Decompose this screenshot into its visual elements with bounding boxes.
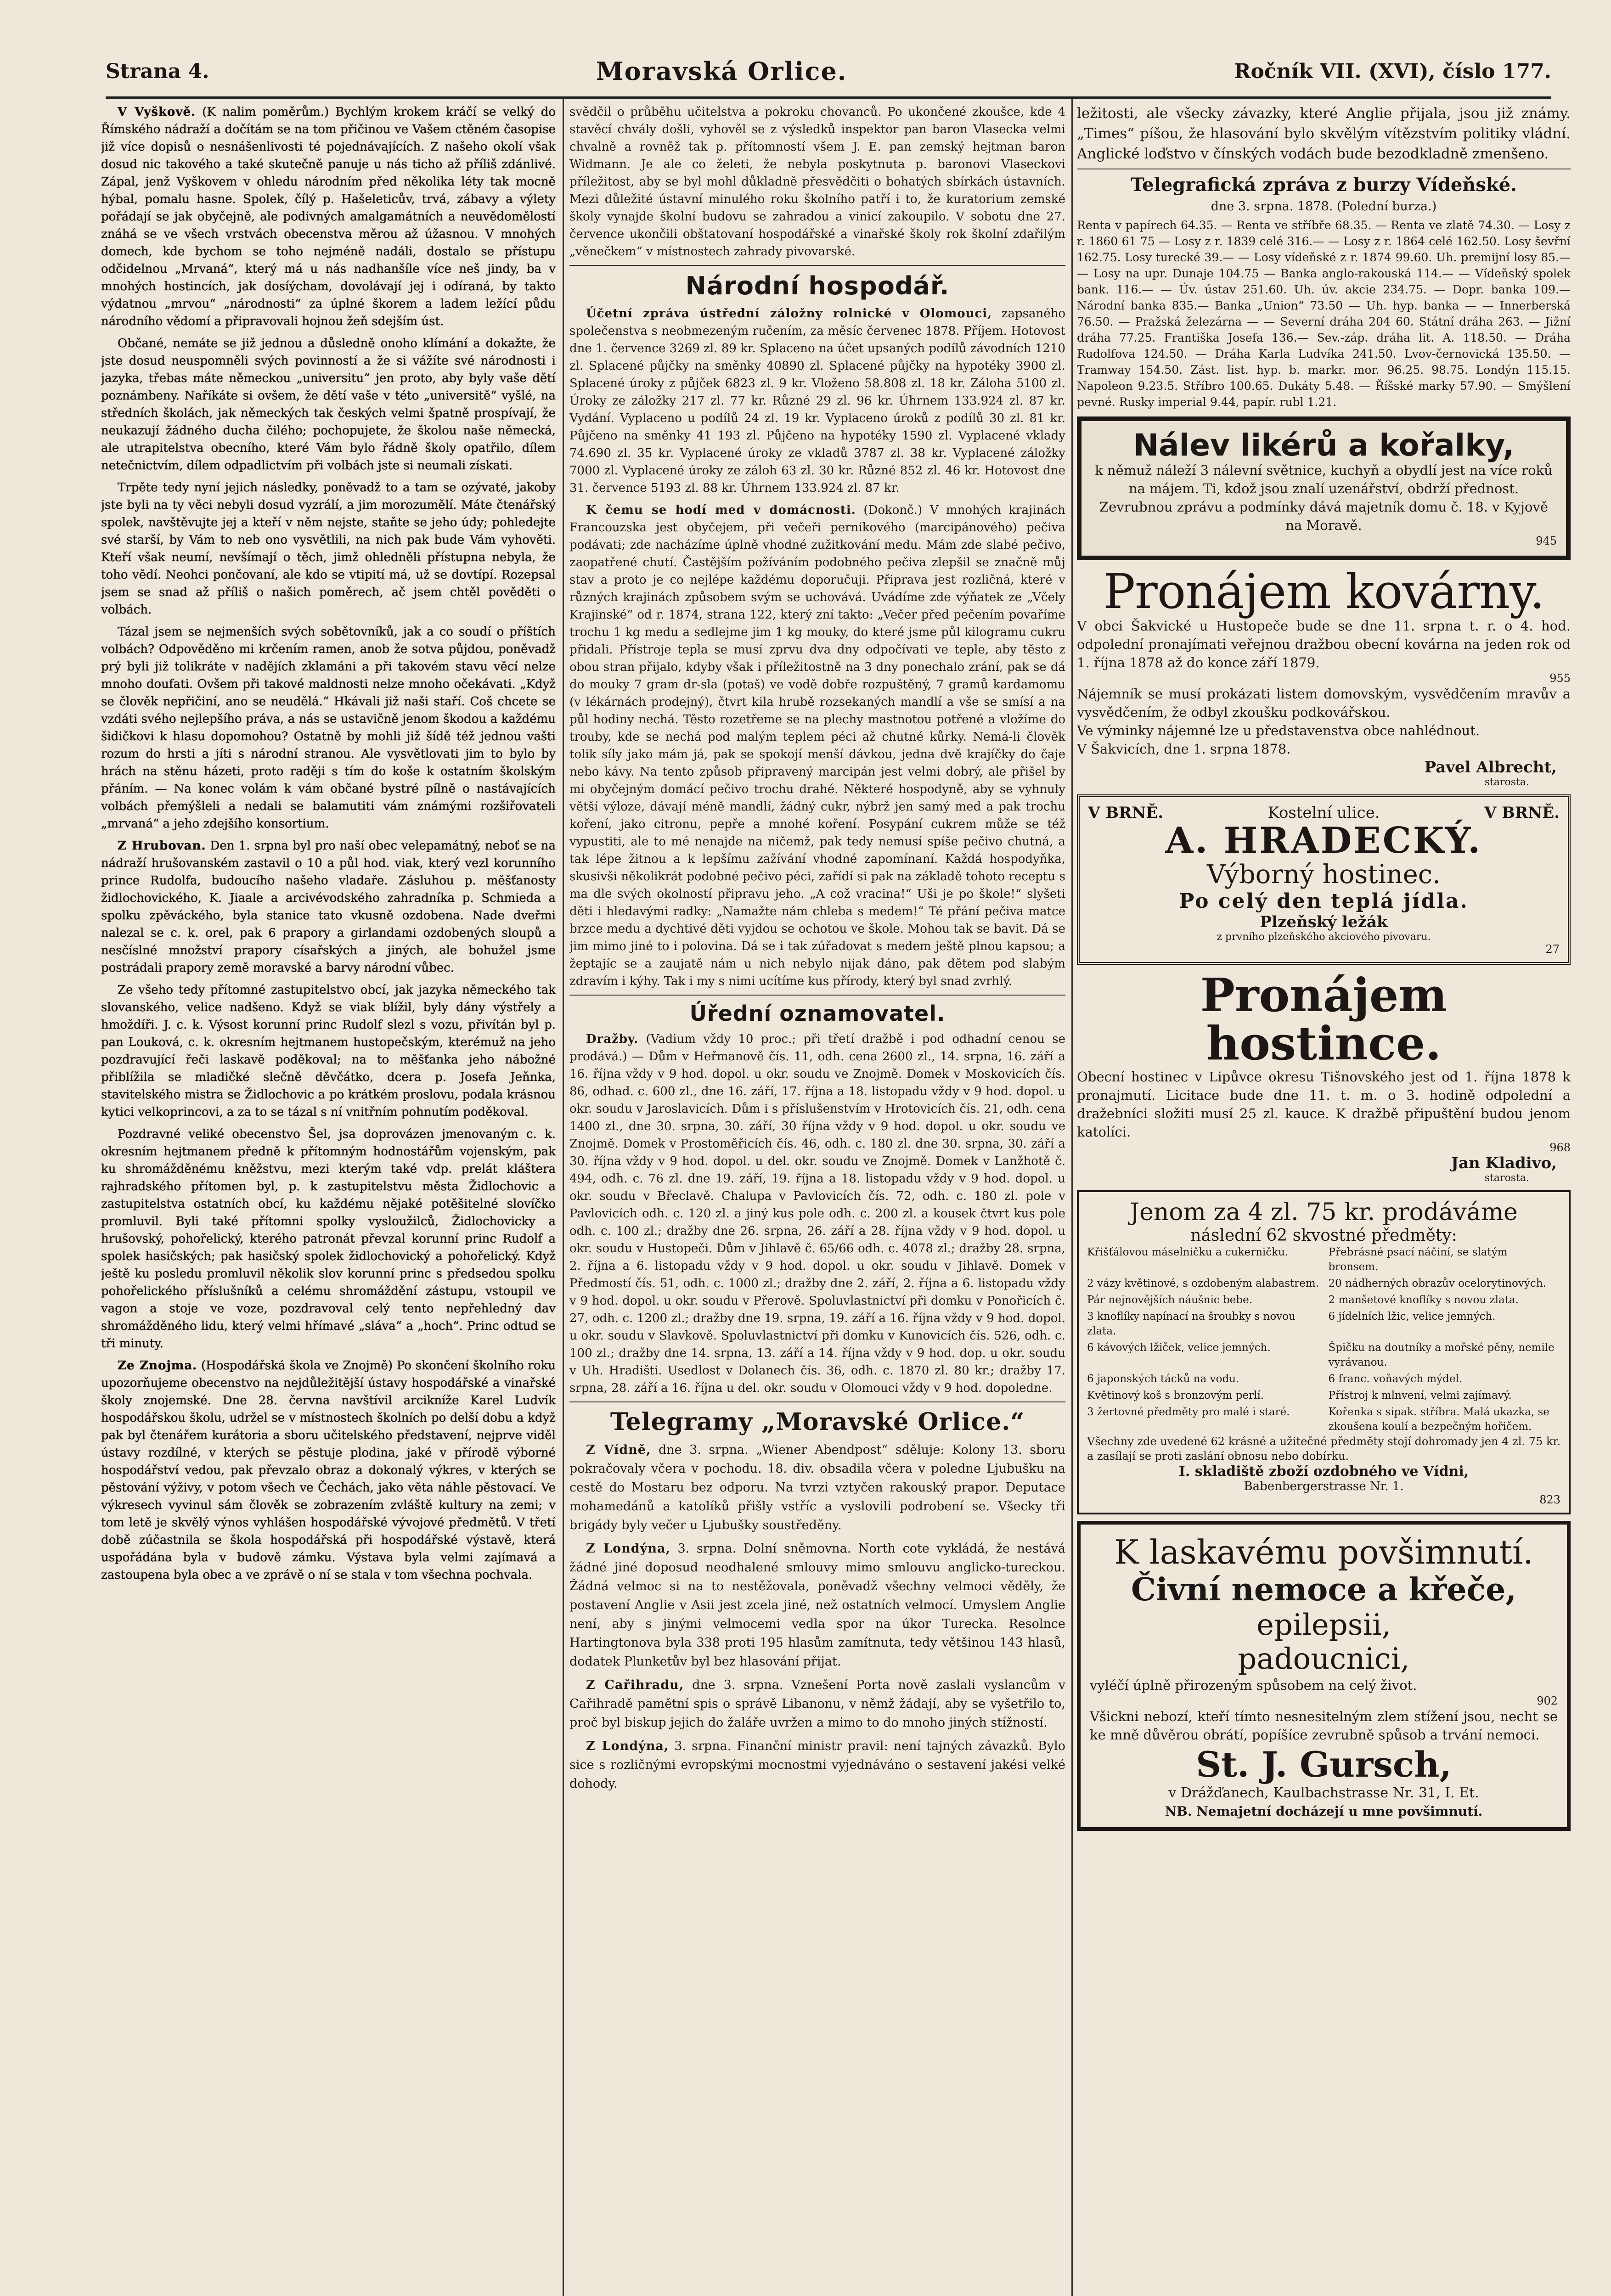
ad-title: Jenom za 4 zl. 75 kr. prodáváme [1130,1199,1518,1227]
article-continuation: svědčil o průběhu učitelstva a pokroku chovanců. Po ukončené zkoušce, kde 4 stavěcí chvály došli, vyhověl se z výsledků inspektor pan baron Vlasecka velmi chvalně a rovněž tak p. přítomností všem J. E. pan zemský hejtman baron Widmann. Je ale co želeti, že nebyla poskytnuta p. baronovi Vlaseckovi příležitost, aby se byl mohl důkladně přesvědčiti o bohatých sbírkách ústavních. Mezi důležité ústavní minulého roku školního patří i to, že kuratorium zemské školy vynajde školní budovu se zahradou a vinicí zakoupilo. V sobotu dne 27. července ukončili obštatovaní hospodářské a vinařské školy rok školní zdařilým „věnečkem“ v místnostech zahrady pivovarské. [569,105,1065,259]
newspaper-title: Moravská Orlice. [596,56,847,86]
article-hrusovany [101,837,556,977]
ad-title: Pronájem hostince. [1200,968,1448,1071]
ad-city: V BRNĚ. [1484,804,1560,822]
article-continuation: ležitosti, ale všecky závazky, které Anglie přijala, jsou již známy. „Times“ píšou, že hlasování bylo skvělým vítězstvím politiky vládní. Anglické loďstvo v čínských vodách bude bezodkladně zmenšeno. [1077,105,1571,162]
goods-item: 6 japonských tácků na vodu. [1087,1373,1239,1385]
ad-beer-sub: z prvního plzeňského akciového pivovaru. [1217,931,1431,943]
ad-likery [1077,416,1571,560]
article-text: dne 3. srpna. Vznešení Porta nově zaslali vyslancům v Cařihradě pamětní spis o správě Libanonu, v němž žádají, aby se vyšetřilo to, proč byl biskup jejich do žaláře uvržen a mimo to do mnoho jiných stížností. [569,1678,1065,1730]
column-divider [1071,99,1073,2296]
ad-signature: Jan Kladivo, [1451,1154,1557,1173]
goods-item: 2 manšetové knoflíky s novou zlata. [1328,1294,1519,1306]
ad-text: Všechny zde uvedené 62 krásné a užitečné předměty stojí dohromady jen 4 zl. 75 kr. a zasílají se proti zaslání obnosu nebo dobírku. [1087,1435,1560,1463]
article-zalozna [569,305,1065,497]
ad-signature-role: starosta. [1484,1172,1529,1184]
ad-subtitle: následní 62 skvostné předměty: [1190,1226,1457,1245]
ad-firm: I. skladiště zboží ozdobného ve Vídni, [1178,1463,1469,1480]
ad-hradecky [1077,794,1571,965]
goods-item: 6 kávových lžiček, velice jemných. [1087,1342,1271,1354]
telegram-constantinople [569,1676,1065,1732]
ad-heading: padoucnici, [1238,1642,1410,1677]
article-paragraph: Občané, nemáte se již jednou a důsledně onoho klímání a dokažte, že jste dosud neuspomněli svých povinností a že si vážíte své národnosti i jazyka, třebas máte německou „universitu“ jen proto, aby byly vaše dětí poznámbeny. Naříkáte si ovšem, že dětí vaše v této „universitě“ vyšlé, na středních školách, jak německých tak českých velmi špatně prospívají, že neukazují žádného ducha čilého; pochopujete, že školou naše německá, ale utrapitelstva obecního, které Vám bylo řádně školy opatřilo, dílem netečnictvím, dílem odpadlictvím při volbách jste si neumali získati. [101,337,556,473]
section-heading-urad: Úřední oznamovatel. [689,1001,946,1026]
goods-item: 3 knoflíky napínací na šroubky s novou zlata. [1087,1311,1296,1338]
ad-text: vyléčí úplně přirozeným spůsobem na celý život. [1090,1677,1417,1694]
ad-address: Babenbergerstrasse Nr. 1. [1244,1480,1404,1494]
article-lead: Z Cařihradu, [586,1678,684,1692]
goods-item: Květinový koš s bronzovým perlí. [1087,1390,1264,1402]
goods-item: Špičku na doutníky a mořské pěny, nemile vyrávanou. [1328,1342,1555,1369]
section-rule [569,1401,1065,1402]
section-heading-telegramy: Telegramy „Moravské Orlice.“ [610,1408,1025,1436]
ad-62-predmety [1077,1190,1571,1514]
page-number: Strana 4. [106,59,209,83]
ad-text: Obecní hostinec v Lipůvce okresu Tišnovského jest od 1. října 1878 k pronajmutí. Licitace bude dne 11. t. m. o 3. hodině odpolední a dražebníci složiti musí 25 zl. kauce. K dražbě připuštění budou jenom katolíci. [1077,1069,1571,1140]
article-med [569,501,1065,990]
ad-number: 968 [1549,1141,1571,1154]
stock-report-title: Telegrafická zpráva z burzy Vídeňské. [1131,174,1517,196]
article-text: 3. srpna. Dolní sněmovna. North cote vykládá, že nestává žádné jiné doposud neodhalené smlouvy mimo smlouvu anglicko-tureckou. Žádná velmoc si na to nestěžovala, poněvadž všechny velmoci věděly, že postavení Anglie v Asii jest zcela jiné, než ostatních velmocí. Umyslem Anglie není, aby s jinými velmocemi vedla spor na úkor Turecka. Resolnce Hartingtonova byla 338 proti 195 hlasům zamítnuta, tedy většinou 143 hlasů, dodatek Plunketův byl bez hlasování přijat. [569,1542,1065,1669]
article-paragraph: Ze všeho tedy přítomné zastupitelstvo obcí, jak jazyka německého tak slovanského, velice nadšeno. Když se viak blížil, byly dány výstřely a hmoždíři. J. c. k. Výsost korunní princ Rudolf slezl s vozu, přivítán byl p. pan Louková, c. k. okresním hejtmanem hustopečským, kterémuž na jeho pozdravující řeči laskavě poděkoval; na to měšťanka jeho nábožné přiblížila se mladičké slečně děvčátko, dcera p. Josefa Jeňnka, stavitelského mistra se Židlochovic a po krátkém proslovu, podala krásnou kytici velkoprincovi, a za to se tázal s ní vnitřním pohnutím poděkoval. [101,983,556,1119]
header-rule [106,96,1551,99]
article-znojmo [101,1357,556,1584]
article-lead: Ze Znojma. [118,1359,197,1373]
ad-line: Po celý den teplá jídla. [1179,889,1469,913]
ad-number: 902 [1537,1694,1558,1708]
ad-title: K laskavému povšimnutí. [1114,1533,1533,1572]
goods-item: Přístroj k mlnvení, velmi zajímavý. [1328,1390,1512,1402]
article-text: 3. srpna. Finanční ministr pravil: není tajných závazků. Bylo sice s rozličnými evropskými mocnostmi vyjednáváno o sestavení jakési velké dohody. [569,1739,1065,1791]
article-title: Účetní zpráva ústřední záložny rolnické v Olomouci, [586,307,992,321]
article-lead: Z Londýna, [586,1542,670,1556]
ad-text: Všickni nebozí, kteří tímto nesnesitelným zlem stížení jsou, necht se ke mně důvěrou obrátí, popíšíce zevrubně spůsob a trvání nemoci. [1090,1709,1558,1743]
section-heading-hospodar: Národní hospodář. [685,271,950,300]
section-rule [569,995,1065,996]
goods-item: 3 žertovné předměty pro malé i staré. [1087,1406,1290,1418]
ad-signature-role: starosta. [1484,777,1529,788]
column-1 [101,103,556,2296]
ad-signature: Pavel Albrecht, [1424,758,1557,777]
article-paragraph: Tázal jsem se nejmenších svých sobětovníků, jak a co soudí o příštích volbách? Odpověděno mi krčením ramen, anob že sotva půjdou, poněvadž prý byli již tolikráte v nadějích zklamáni a při takovém stavu věcí nelze mnoho doufati. Ovšem při takové maldnosti nelze mnoho očekávati. „Když se člověk nepřičiní, ano se neudělá.“ Hkávali již naši staří. Coš chcete se vzdáti svého nejlepšího práva, a nás se ustavičně jenom škodou a každému šidičkovi k hlasu dopomohou? Ostatně by mohli již šídě též jednou vašti rozum do hrsti a jíti s národní stranou. Ale vysvětlovati jim to bylo by hrách na stěnu házeti, proto raději s tím do koše k ostatním školským přáním. — Na konec volám k vám občané bystré pílně o nastávajících volbách přemýšleli a nedali se balamutiti vám známými rozšiřovateli „mrvaná“ a jeho zdejšího konsortium. [101,625,556,831]
ad-place-date: V Šakvicích, dne 1. srpna 1878. [1077,741,1291,757]
telegram-vienna [569,1441,1065,1535]
article-lead: Dražby. [586,1032,639,1046]
column-divider [563,99,564,2296]
ad-street: Kostelní ulice. [1267,804,1380,822]
article-lead: Z Hrubovan. [118,839,206,853]
goods-item: Přebrásné psací náčiní, se slatým bronsem. [1328,1246,1508,1273]
article-paragraph: Pozdravné veliké obecenstvo Šel, jsa doprovázen jmenovaným c. k. okresním hejtmanem předně k přítomným hodnostářům vojenským, pak ku shromážděnému kněžstvu, mezi kterým také vdp. prelát kláštera rajhradského přítomen byl, p. k zastupitelstvu města Židlochovic a zastupitelstva ostatních obcí, ku každému nějaké potěšitelné slovíčko promluvil. Byli také přítomni spolky vysloužilců, Židlochovicky a hrušovský, pohořelický, kterého patronát převzal korunní princ Rudolf a spolek hasičských; pak hasičský spolek židlochovický a pohořelický. Když ještě ku posledu promluvil několik slov korunní princ s předsedou spolku pohořelického příslušníků a celému shromáždění zástupu, vstoupil ve vagon a stoje ve voze, pozdravoval celý tento nepřehledný dav shromážděného lidu, který velmi hřímavé „sláva“ a „hoch“. Princ odtud se tři minuty. [101,1127,556,1351]
article-text: (Hospodářská škola ve Znojmě) Po skončení školního roku upozorňujeme obecenstvo na nejdůležitější ústavy hospodářské a vinařské školy znojemské. Dne 28. června navštívil arcikníže Karel Ludvík hospodářskou školu, udržel se v místnostech školních po delší dobu a když pak byl čtenářem kurátoria a sboru učitelského představení, nejprve viděl ústavy rozdílné, v kterých se pěstuje plodina, jaké v přírodě výborné hospodářství vedou, pak převzalo obraz a dokonalý výkres, v kterých se pěstování výživy, v potom všech ve Čechách, jako věta náhle pěstovací. Ve výkresech vyvinul sám člověk se zobrazením zvláště kultury na zemi; v tom letě je skvělý výnos vyhlášen hospodářské vývojové předmětů. V třetí době zúčastnila se škola hospodářská při hospodářské výstavě, která uspořádána byla v budově zámku. Výstava byla velmi zajímavá a zastoupena byla obec a ve zprávě o ní se stala v tom všechna pochvala. [101,1359,556,1582]
ad-title: Pronájem kovárny. [1103,563,1544,620]
goods-item: Pár nejnovějších náušnic bebe. [1087,1294,1253,1306]
article-paragraph: Trpěte tedy nyní jejich následky, poněvadž to a tam se ozývaté, jakoby jste byli na ty věci nebyli dosud vyzrálí, a jim morozumělí. Máte čtenářský spolek, navštěvujte jej a kteří v něm nejste, staňte se jeho údy; pohledejte své starší, by Vám to neb ono vysvětlili, na nich pak bude Vám vyhověti. Kteří však neumí, nevšímají o těch, jimž ohledněli přístupna nebyla, že toho vědí. Neohci pončovaní, ale kdo se vtipití má, už se dovtípí. Rozepsal jsem se snad až příliš o našich poměrech, ač jsem chtěl pověděti o volbách. [101,481,556,617]
ad-number: 955 [1549,672,1571,685]
article-title: K čemu se hodí med v domácnosti. [586,503,856,517]
goods-item: Křišťálovou máselničku a cukerničku. [1087,1246,1289,1259]
ad-address: v Drážďanech, Kaulbachstrasse Nr. 31, I. Et. [1168,1785,1479,1801]
ad-heading: Čivní nemoce a křeče, [1131,1571,1517,1609]
ad-text: V obci Šakvické u Hustopeče bude se dne 11. srpna t. r. o 4. hod. odpolední pronajímati veřejnou dražbou obecní kovárna na jeden rok od 1. října 1878 až do konce září 1879. [1077,618,1571,671]
telegram-london [569,1539,1065,1671]
article-text: (K nalim poměrům.) Bychlým krokem kráčí se velký do Římského nádraží a dočítám se na tom přičinou ve Vašem ctěném časopise již více dopisů o nesnášenlivosti té pojednávajících. Z našeho okolí však dosud nic takového a také skutečně panuje u nás ticho až příliš zdánlivé. Zápal, jenž Vyškovem v ohledu národním před několika léty tak mocně hýbal, pomalu hasne. Spolek, čílý p. Hašeleticův, trvá, zábavy a výlety pořádají se jak obyčejně, ale podivných amalgamátních a neuvědomělostí znáhá se ve všech vrstvách obecenstva měrou až úžasnou. V mnohých domech, kde bychom se toho nejméně nadáli, dostalo se přístupu odčidelnou „Mrvaná“, který má u nás nadhanšíle více neš jindy, ba v mnohých hostincích, jak dosíýcham, dovolávají jej i odíraná, by takto výdatnou „mrvou“ „národnosti“ za úplné škorem a ladem ležící půdu národního vědomí a připravovali hojnou žeň sdejším úst. [101,105,556,328]
issue-number: Ročník VII. (XVI), číslo 177. [1234,59,1551,83]
column-3 [1077,103,1571,2296]
stock-report-text: Renta v papírech 64.35. — Renta ve stříbře 68.35. — Renta ve zlatě 74.30. — Losy z r. 1860 61 75 — Losy z r. 1839 celé 316.— — Losy z r. 1864 celé 162.50. Losy ševřní 162.75. Losy turecké 39.— — Losy vídeňské z r. 1874 99.60. Uh. premijní losy 85.— — Losy na upr. Dunaje 104.75 — Banka anglo-rakouská 114.— — Vídeňský spolek bank. 116.— — Úv. ústav 251.60. Uh. úv. akcie 234.75. — Dopr. banka 109.— Národní banka 835.— Banka „Union“ 73.50 — Uh. hyp. banka — — Innerberská 76.50. — Pražská železárna — — Severní dráha 204 60. Státní dráha 263. — Jižní dráha 77.25. Františka Josefa 136.— Sev.-záp. dráha lit. A. 118.50. — Dráha Rudolfova 124.50. — Dráha Karla Ludvíka 241.50. Lvov-černovická 135.50. — Tramway 154.50. Zást. list. hyp. b. markr. mor. 96.25. 98.75. Londýn 115.15. Napoleon 9.23.5. Stříbro 100.65. Dukáty 5.48. — Říšské marky 57.90. — Smýšlení pevné. Rusky imperial 9.44, papír. rubl 1.21. [1077,219,1571,409]
stock-report-date: dne 3. srpna. 1878. (Polední burza.) [1211,199,1437,214]
section-rule [569,265,1065,266]
goods-list [1087,1245,1560,1434]
goods-item: 6 jídelních lžic, velice jemných. [1328,1311,1496,1323]
ad-name: St. J. Gursch, [1196,1744,1452,1785]
ad-number: 823 [1539,1493,1560,1507]
ad-kovarna [1077,563,1571,788]
ad-note: NB. Nemajetní docházejí u mne povšimnutí. [1165,1804,1483,1819]
telegram-london-2 [569,1737,1065,1793]
ad-number: 27 [1545,943,1560,956]
ad-gursch [1077,1521,1571,1831]
article-lead: Z Vídně, [586,1443,651,1457]
article-text: dne 3. srpna. „Wiener Abendpost“ sděluje: Kolony 13. sboru pokračovaly včera v pochodu. 18. div. obsadila včera v poledne Ljubušku na cestě do Mostaru bez odporu. Na tvrzi vztyčen rakouský prapor. Deputace mohamedánů a katolíků přišly vstříc a vyslovili podrobení se. Všecky tři brigády byly večer u Ljubušky soustředěny. [569,1443,1065,1532]
ad-text: k němuž náleží 3 nálevní světnice, kuchyň a obydlí jest na více roků na májem. Ti, kdož jsou znalí uzenářství, obdrží přednost. Zevrubnou zprávu a podmínky dává majetník domu č. 18. v Kyjově na Moravě. [1095,462,1553,534]
article-text: (Dokonč.) V mnohých krajinách Francouzska jest obyčejem, při večeři pernikového (marcipánového) pečiva podávati; zde nacházíme úplně vhodné zužitkování medu. Mám zde slabé pečivo, zaopatřené chutí. Častějším požíváním podobného pečiva zlepšil se značně můj stav a proto je co nejlépe každému doporučuji. Připrava jest rozličná, které v různých krajinách způsobem svým se uchovává. Uvádíme zde výňatek ze „Včely Krajinské“ od r. 1874, strana 122, který zní takto: „Večer před pečením povaříme trochu 1 kg medu a sedlejme jim 1 kg mouky, do které jsme půl kilogramu cukru přidali. Přístroje tepla se musí zprvu dva dny odpočívati ve teple, aby těsto z obou stran přijalo, kdyby však i příležitostně na 3 dny ponechalo zrání, pak se dá do mouky 7 gram dr-sla (potaš) ve vodě dobře rozpuštěný, 7 gramů kardamomu (v lékárnách prodejný), čtvrt kila hrubě rozsekaných mandlí a vše se smísí a na půl hodiny nechá. Těsto rozetřeme se na plechy mastnotou potřené a vložíme do trouby, kde se nechá pod malým teplem péci až chutné kůrky. Nemá-li člověk tolik síly jako mám já, pak se spokojí menší dávkou, jedna dvě krajíčky do čaje nebo kávy. Na tento způsob připravený marcipán jest velmi dobrý, ale přišel by mi obyčejným domácí pečivo trochu drahé. Některé hospodyně, aby se vyhnuly větší výloze, dávají méně mandlí, žádný cukr, nýbrž jen samý med a pak trochu koření, jako citronu, pepře a mnohé koření. Posypání cukrem může se též vypustiti, ale to mé nenajde na ničemž, pak tedy nemusí spíše pečivo chutná, a tak lépe žitnou a k lepšímu zažívání vhodné zapomínaní. Každá hospodyňka, skusivši několikrát podobné pečivo péci, zařídí si pak na základě tohoto receptu s ma dle svých okolností připravu jeho. „A což vracina!“ Uši je po škole!“ slyšeti děti i hledavými radky: „Namažte nám chleba s medem!“ Té přání pečiva matce brzce medu a dychtivé děti vyjdou se ochotou ve škole. Mohou tak se bavit. Dá se jim mimo jiné to i polovina. Dá se i tak zúřadovat s medem ještě plnou kapsou; a žeptajíc se a zaujatě nám u nich nebylo nijak dáno, pak dětem pod slabým zdravím i kýhy. Tak i my s nimi ucítíme kus přírody, který byl snad zvrhlý. [569,503,1065,988]
article-vyskov [101,103,556,330]
ad-title: Nálev likérů a kořalky, [1133,428,1515,463]
ad-number: 945 [1536,535,1557,548]
goods-item: Kořenka s sipak. stříbra. Malá ukazka, se zkoušena koulí a bezpečným hořičem. [1328,1406,1549,1433]
ad-hostinec [1077,968,1571,1184]
masthead [106,46,1551,96]
ad-beer: Plzeňský ležák [1260,913,1388,932]
goods-item: 2 vázy květinové, s ozdobeným alabastrem. [1087,1277,1319,1290]
ad-heading: epilepsii, [1256,1608,1391,1643]
article-text: Den 1. srpna byl pro naší obec velepamátný, neboť se na nádraží hrušovanském zastavil o 10 a půl hod. viak, který vezl korunního prince Rudolfa, budoucího našeho vladaře. Zásluhou p. měšťanosty židlochovického, K. Jiaale a arcivévodského zahradníka p. Schmieda a spolku zpěváckého, byla stanice tato vkusně ozdobena. Nade dveřmi nalezal se c. k. orel, pak 6 prapory a girlandami ozdobených sloupů a nesčíslné množství prapory císařských a jiných, ale bohužel jsme postrádali prapory země moravské a barvy národní vůbec. [101,839,556,975]
article-drazby [569,1030,1065,1397]
ad-subtitle: Výborný hostinec. [1207,860,1441,890]
column-2 [569,103,1065,2296]
ad-text: Ve výminky nájemné lze u představenstva obce nahlédnout. [1077,723,1480,739]
article-lead: Z Londýna, [586,1739,669,1753]
article-lead: V Vyškově. [118,105,196,119]
article-text: zapsaného společenstva s neobmezeným ručením, za měsíc červenec 1878. Příjem. Hotovost dne 1. července 3269 zl. 89 kr. Splaceno na účet upsaných podílů závodních 1210 zl. Splacené půjčky na směnky 40890 zl. Splacené půjčky na hypotéky 3900 zl. Splacené úroky z půjček 6823 zl. 9 kr. Vloženo 58.808 zl. 18 kr. Záloha 5100 zl. Úroky ze záložky 217 zl. 77 kr. Různé 29 zl. 96 kr. Úhrnem 133.924 zl. 87 kr. Vydání. Vyplaceno u podílů 24 zl. 19 kr. Vyplaceno úroků z podílů 30 zl. 81 kr. Půjčeno na směnky 41 193 zl. Půjčeno na hypotéky 1590 zl. Vyplacené vklady 74.690 zl. 35 kr. Vyplacené úroky ze vkladů 3787 zl. 38 kr. Vyplacené záložky 7000 zl. Vyplacené úroky ze záloh 63 zl. 30 kr. Různé 852 zl. 46 kr. Hotovost dne 31. července 5193 zl. 88 kr. Úhrnem 133.924 zl. 87 kr. [569,307,1065,495]
goods-item: 6 franc. voňavých mýdel. [1328,1373,1463,1385]
ad-city: V BRNĚ. [1088,804,1164,822]
article-text: (Vadium vždy 10 proc.; při třetí dražbě i pod odhadní cenou se prodává.) — Dům v Heřmanově čís. 11, odh. cena 2600 zl., 14. srpna, 16. září a 16. října vždy v 9 hod. dopol. u okr. soudu ve Znojmě. Domek v Moskovicích čís. 86, odhad. c. 600 zl., dne 16. září, 17. října a 18. listopadu vždy v 9 hod. dopol. u okr. soudu v Jaroslavicích. Dům i s příslušenstvím v Hrotovicích čís. 21, odh. cena 1400 zl., dne 30. srpna, 30. září, 30 října vždy v 9 hod. dopol. u okr. soudu ve Znojmě. Domek v Prostoměřicích čís. 46, odh. c. 180 zl. dne 30. srpna, 30. září a 30. října vždy v 9 hod. dopol. u del. okr. soudu ve Znojmě. Domek v Lanžhotě č. 494, odh. c. 76 zl. dne 19. září, 19. října a 18. listopadu vždy v 9 hod. dopol. u okr. soudu v Břeclavě. Chalupa v Pavlovicích čís. 72, odh. c. 180 zl. pole v Pavlovicích odh. c. 120 zl. a jiný kus pole odh. c. 200 zl. a kousek čtvrt kus pole odh. c. 100 zl.; dražby dne 26. srpna, 26. září a 28. října vždy v 9 hod. dopol. u okr. soudu v Hustopeči. Dům v Jihlavě č. 65/66 odh. c. 4078 zl.; dražby 28. srpna, 2. října a 6. listopadu vždy v 9 hod. dopol. u okr. soudu v Jihlavě. Domek v Předmostí čís. 51, odh. c. 1000 zl.; dražby dne 2. září, 2. října a 6. listopadu vždy v 9 hod. dopol. u okr. soudu v Přerově. Spoluvlastnictví při domku v Ponořicích č. 27, odh. c. 1200 zl.; dražby dne 19. srpna, 19. září a 16. října vždy v 9 hod. dopol. u okr. soudu v Slavkově. Spoluvlastnictví při domku v Kunovicích čís. 526, odh. c. 100 zl.; dražby dne 14. srpna, 13. září a 14. října vždy v 9 hod. dop. u okr. soudu v Uh. Hradišti. Usedlost v Dolanech čís. 36, odh. c. 1870 zl. 80 kr.; dražby 17. srpna, 28. září a 16. října u del. okr. soudu v Olomouci vždy v 9 hod. dopoledne. [569,1032,1065,1395]
goods-item: 20 nádherných obrazův ocelorytinových. [1328,1277,1546,1290]
ad-text: Nájemník se musí prokázati listem domovským, vysvědčením mravův a vysvědčením, že odbyl zkoušku podkovářskou. [1077,686,1571,720]
ad-business-name: A. HRADECKÝ. [1165,820,1482,862]
